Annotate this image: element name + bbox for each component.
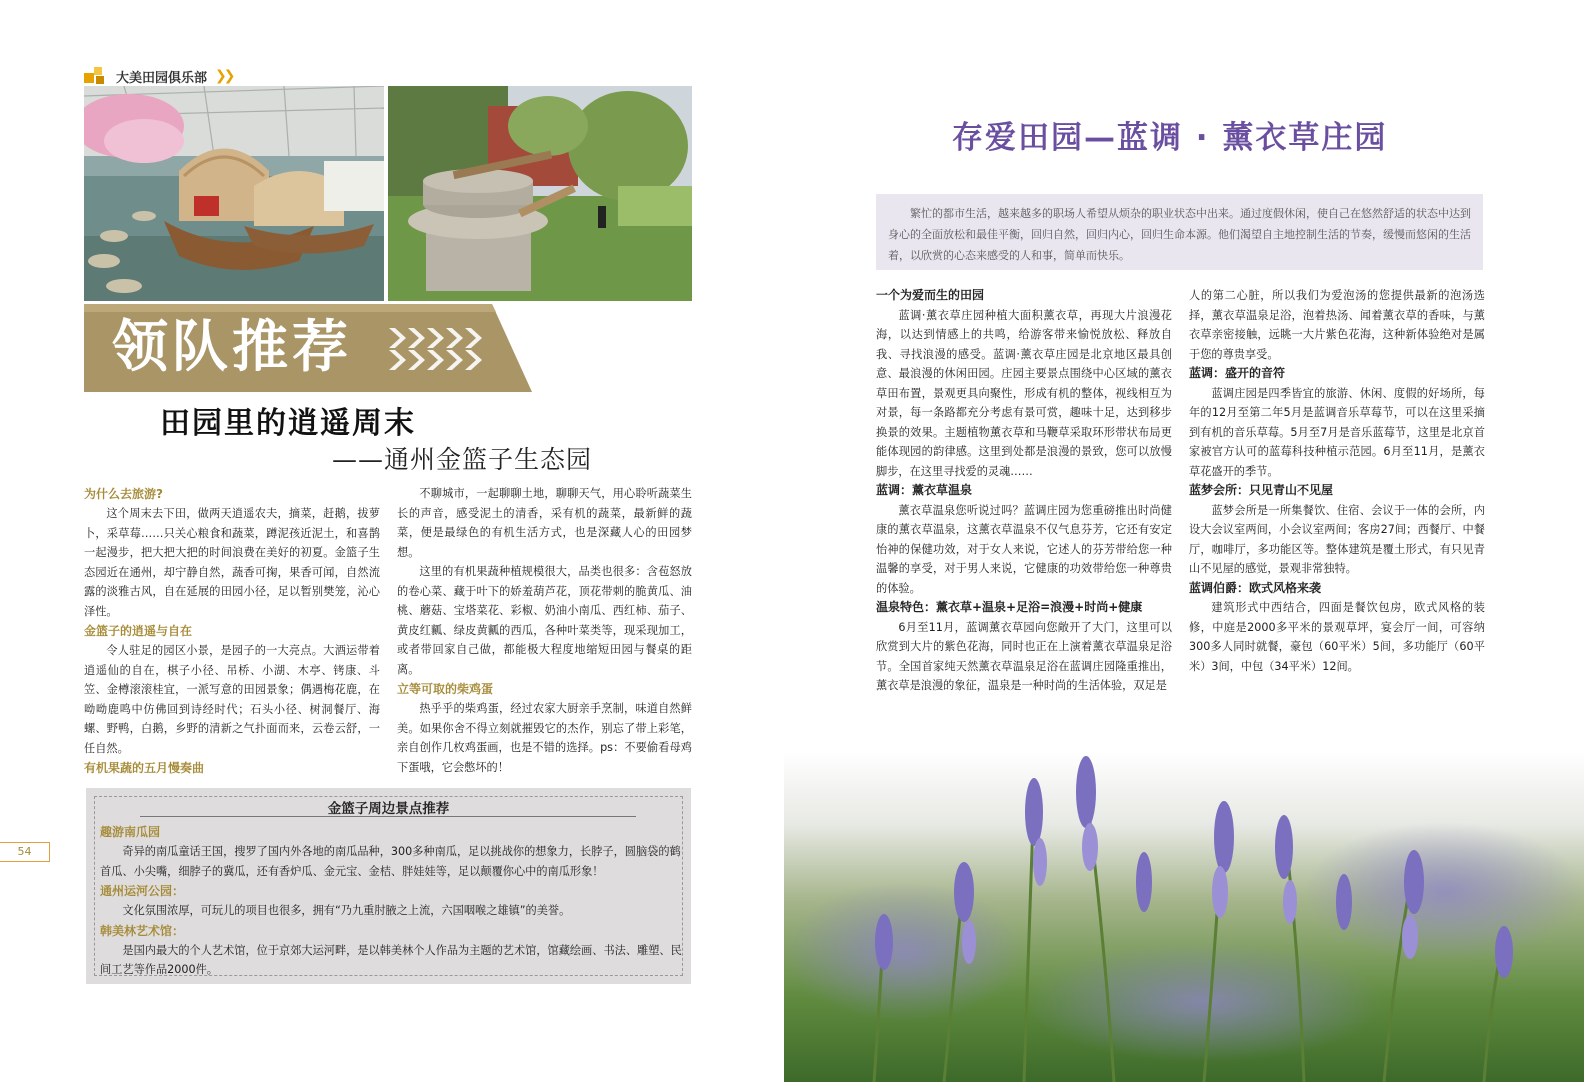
right-column-2 xyxy=(1189,286,1485,676)
section-heading: 温泉特色：薰衣草+温泉+足浴=浪漫+时尚+健康 xyxy=(876,600,1143,614)
paragraph: 6月至11月，蓝调薰衣草园向您敞开了大门，这里可以欣赏到大片的紫色花海，同时也正在上演着薰衣草温泉足浴节。全国首家纯天然薰衣草温泉足浴在蓝调庄园隆重推出，薰衣草是浪漫的象征，温泉是一种时尚的生活体验，双足是 xyxy=(876,620,1172,692)
box-paragraph: 奇异的南瓜童话王国，搜罗了国内外各地的南瓜品种，300多种南瓜，足以挑战你的想象力，长脖子，圆脑袋的鹤首瓜、小尖嘴，细脖子的冀瓜，还有香炉瓜、金元宝、金桔、胖娃娃等，足以颠覆你心中的南瓜形象！ xyxy=(100,845,681,878)
paragraph: 热乎乎的柴鸡蛋，经过农家大厨亲手烹制，味道自然鲜美。如果你舍不得立刻就摧毁它的杰作，别忘了带上彩笔，亲自创作几枚鸡蛋画，也是不错的选择。ps：不要偷看母鸡下蛋哦，它会憋坏的！ xyxy=(397,702,692,774)
page-number: 54 xyxy=(0,842,50,862)
article-title: 田园里的逍遥周末 xyxy=(160,406,416,441)
box-heading: 通州运河公园： xyxy=(100,884,185,898)
paragraph: 这里的有机果蔬种植规模很大，品类也很多：含苞怒放的卷心菜、藏于叶下的娇羞葫芦花，顶花带刺的脆黄瓜、油桃、蘑菇、宝塔菜花、彩椒、奶油小南瓜、西红柿、茄子、黄皮红瓤、绿皮黄瓤的西瓜，各种叶菜类等，现采现加工，或者带回家自己做，都能极大程度地缩短田园与餐桌的距离。 xyxy=(397,565,692,676)
paragraph: 蓝调庄园是四季皆宜的旅游、休闲、度假的好场所，每年的12月至第二年5月是蓝调音乐草莓节，可以在这里采摘到有机的音乐草莓。5月至7月是音乐蓝莓节，这里是北京首家被官方认可的蓝莓科技种植示范园。6月至11月，是薰衣草花盛开的季节。 xyxy=(1189,386,1485,478)
section-header xyxy=(84,66,232,86)
paragraph: 人的第二心脏，所以我们为爱泡汤的您提供最新的泡汤选择，薰衣草温泉足浴，泡着热汤、闻着薰衣草的香味，与薰衣草亲密接触，远眺一大片紫色花海，这种新体验绝对是属于您的尊贵享受。 xyxy=(1189,289,1485,361)
intro-text: 繁忙的都市生活，越来越多的职场人希望从烦杂的职业状态中出来。通过度假休闲，使自己在悠然舒适的状态中达到身心的全面放松和最佳平衡，回归自然，回归内心，回归生命本源。他们渴望自主地控制生活的节奏，缓慢而悠闲的生活着，以欣赏的心态来感受的人和事，简单而快乐。 xyxy=(888,207,1471,262)
club-label: 大美田园俱乐部 xyxy=(116,70,208,86)
paragraph: 不聊城市，一起聊聊土地，聊聊天气，用心聆听蔬菜生长的声音，感受泥土的清香，采有机的蔬菜，最新鲜的蔬菜，便是最绿色的有机生活方式，也是深藏人心的田园梦想。 xyxy=(397,487,692,559)
left-column-2 xyxy=(397,484,692,777)
double-chevron-icon: ❯❯ xyxy=(215,68,233,84)
box-heading: 趣游南瓜园 xyxy=(100,825,161,839)
club-logo-icon xyxy=(84,67,108,85)
paragraph: 蓝梦会所是一所集餐饮、住宿、会议于一体的会所，内设大会议室两间，小会议室两间；客房27间；西餐厅、中餐厅，咖啡厅，多功能区等。整体建筑是覆土形式，有只见青山不见屋的感觉，景观非常独特。 xyxy=(1189,503,1485,575)
section-heading: 蓝调伯爵：欧式风格来袭 xyxy=(1189,580,1322,595)
section-heading: 金篮子的逍遥与自在 xyxy=(84,624,193,638)
paragraph: 这个周末去下田，做两天逍遥农夫，摘菜，赶鹅，拔萝卜，采草莓……只关心粮食和蔬菜，蹲泥孩近泥土，和喜鹊一起漫步，把大把大把的时间浪费在美好的初夏。金篮子生态园近在通州，却宁静自然，蔬香可掬，果香可闻，自然流露的淡雅古风，自在延展的田园小径，足以暂别樊笼，沁心泽性。 xyxy=(84,507,380,618)
section-heading: 有机果蔬的五月慢奏曲 xyxy=(84,761,205,775)
boat-photo xyxy=(84,86,384,301)
banner-title: 领队推荐 xyxy=(112,315,352,380)
box-title: 金篮子周边景点推荐 xyxy=(327,801,450,817)
box-content xyxy=(100,822,682,980)
paragraph: 令人驻足的园区小景，是园子的一大亮点。大酒运带着逍遥仙的自在，棋子小径、吊桥、小湖、木亭、铐康、斗笠、金樽滚滚桂宜，一派写意的田园景象；偶遇梅花鹿，在呦呦鹿鸣中仿佛回到诗经时代；石头小径、树洞餐厅、海螺、野鸭，白鹅，乡野的清新之气扑面而来，云卷云舒，一任自然。 xyxy=(84,644,380,755)
article-subtitle: ——通州金篮子生态园 xyxy=(332,445,593,474)
intro-box xyxy=(876,194,1483,270)
paragraph: 蓝调·薰衣草庄园种植大面积薰衣草，再现大片浪漫花海，以达到情感上的共鸣，给游客带来愉悦放松、释放自我、寻找浪漫的感受。蓝调·薰衣草庄园是北京地区最具创意、最浪漫的休闲田园。庄园主要景点围绕中心区域的薰衣草田布置，景观更具向聚性，形成有机的整体，视线相互为对景，每一条路都充分考虑有景可赏，趣味十足，达到移步换景的效果。主题植物薰衣草和马鞭草采取环形带状布局更能体现园的韵律感。这里到处都是浪漫的景致，您可以放慢脚步，在这里寻找爱的灵魂…… xyxy=(876,308,1172,478)
paragraph: 薰衣草温泉您听说过吗？蓝调庄园为您重磅推出时尚健康的薰衣草温泉，这薰衣草温泉不仅气息芬芳，它还有安定怡神的保健功效，对于女人来说，它述人的芬芳带给您一种温馨的享受，对于男人来说，它健康的功效带给您一种尊贵的体验。 xyxy=(876,503,1172,595)
box-paragraph: 文化氛围浓厚，可玩儿的项目也很多，拥有“乃九重肘腋之上流，六国咽喉之雄镇”的美誉。 xyxy=(122,904,571,917)
left-column-1 xyxy=(84,484,380,778)
section-heading: 蓝梦会所：只见青山不见屋 xyxy=(1189,483,1334,497)
section-heading: 蓝调：薰衣草温泉 xyxy=(876,483,973,497)
paragraph: 建筑形式中西结合，四面是餐饮包房，欧式风格的装修，中庭是2000多平米的景观草坪，宴会厅一间，可容纳300多人同时就餐，豪包（60平米）5间，多功能厅（60平米）3间，中包（34平米）12间。 xyxy=(1189,601,1485,673)
box-heading: 韩美林艺术馆： xyxy=(100,923,185,938)
section-heading: 立等可取的柴鸡蛋 xyxy=(397,682,494,696)
section-heading: 为什么去旅游? xyxy=(84,487,163,501)
lavender-photo xyxy=(784,752,1584,1082)
right-column-1 xyxy=(876,286,1172,696)
section-heading: 蓝调：盛开的音符 xyxy=(1189,366,1286,380)
divider xyxy=(140,816,636,817)
millstone-photo xyxy=(388,86,692,301)
box-paragraph: 是国内最大的个人艺术馆，位于京郊大运河畔，是以韩美林个人作品为主题的艺术馆，馆藏绘画、书法、雕塑、民间工艺等作品2000件。 xyxy=(100,943,682,976)
right-article-title: 存爱田园—蓝调 · 薰衣草庄园 xyxy=(952,120,1388,156)
section-heading: 一个为爱而生的田园 xyxy=(876,288,985,302)
